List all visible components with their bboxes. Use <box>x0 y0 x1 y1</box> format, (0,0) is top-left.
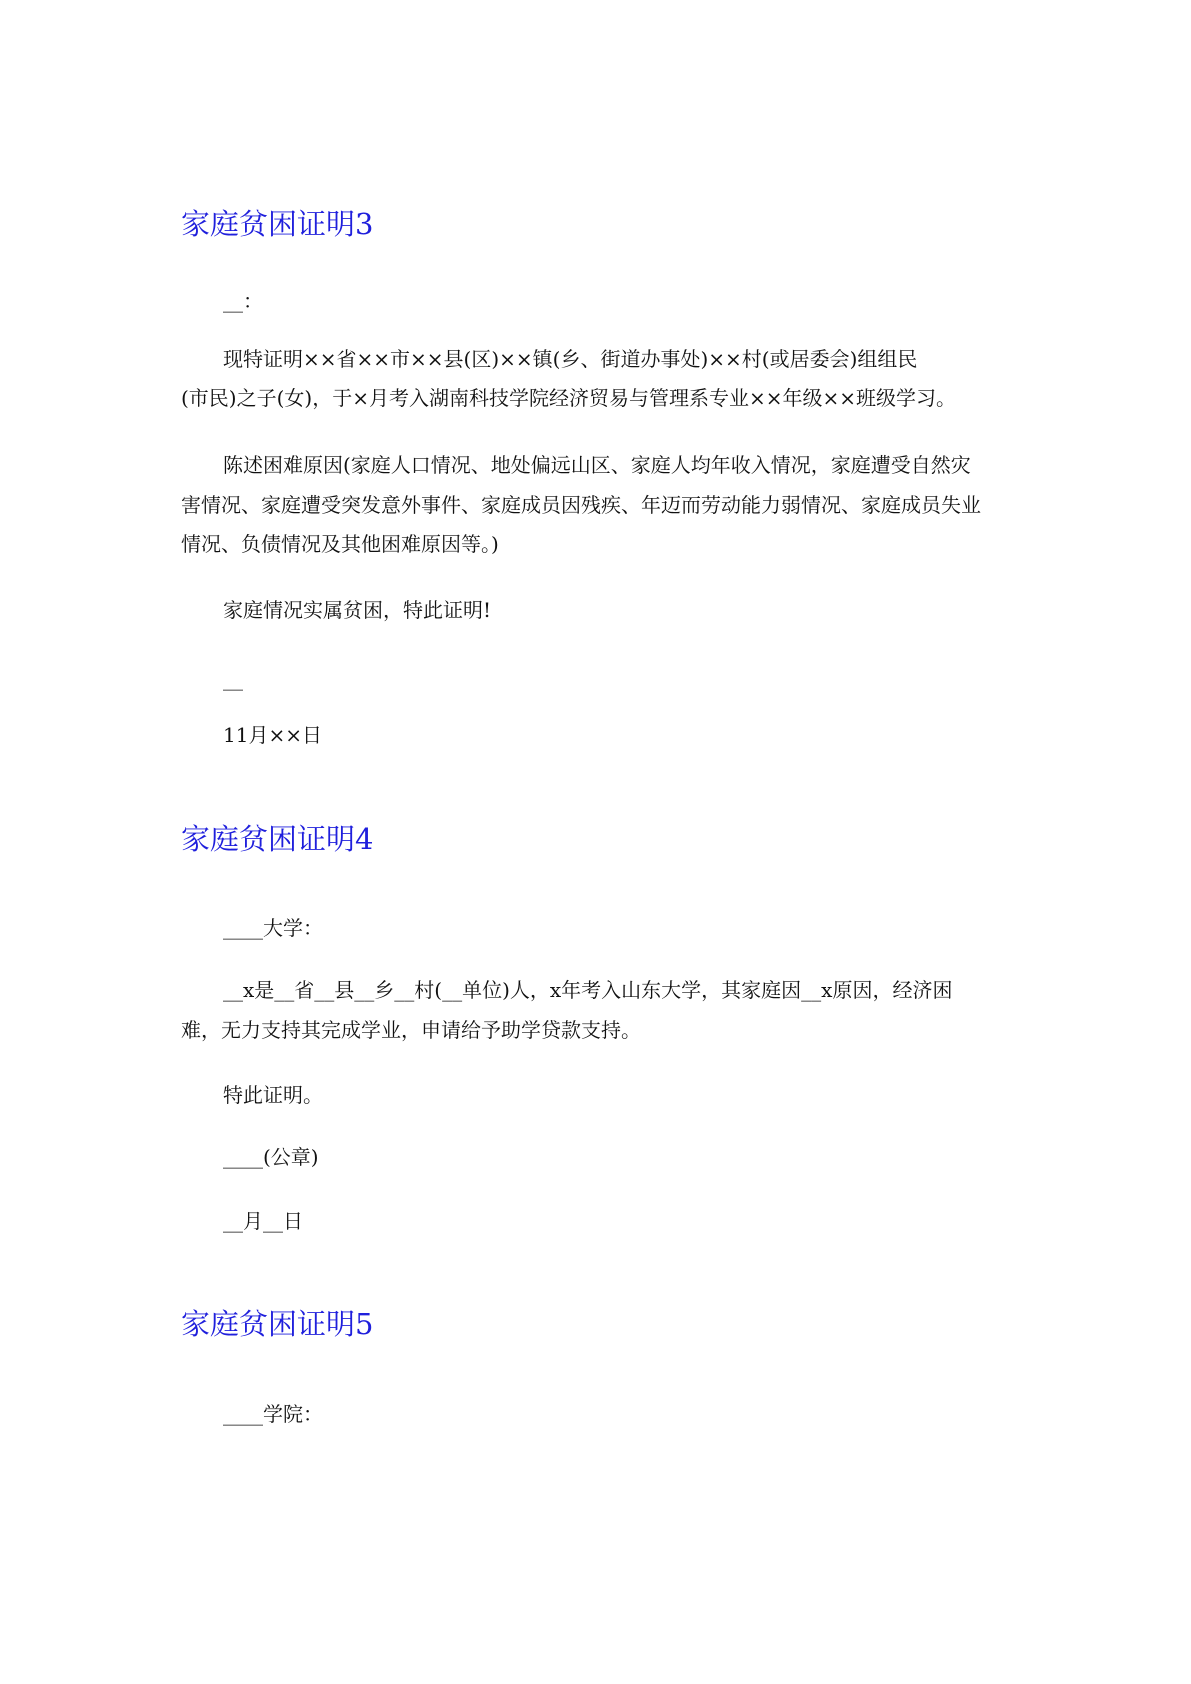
body-paragraph-line: 现特证明××省××市××县(区)××镇(乡、街道办事处)××村(或居委会)组组民 <box>223 347 918 371</box>
closing-statement: 家庭情况实属贫困，特此证明! <box>223 598 492 622</box>
seal-line: ____(公章) <box>223 1145 319 1169</box>
body-paragraph-line: 难，无力支持其完成学业，申请给予助学贷款支持。 <box>181 1018 641 1042</box>
body-paragraph-line: __x是__省__县__乡__村(__单位)人，x年考入山东大学，其家庭因__x原因，经济困 <box>223 978 953 1002</box>
date-line: __月__日 <box>223 1209 303 1233</box>
section-heading: 家庭贫困证明5 <box>181 1307 374 1341</box>
section-heading: 家庭贫困证明4 <box>181 822 374 856</box>
section-heading: 家庭贫困证明3 <box>181 207 374 241</box>
closing-statement: 特此证明。 <box>223 1083 323 1107</box>
salutation-line: ____大学： <box>223 916 323 940</box>
body-paragraph-line: 害情况、家庭遭受突发意外事件、家庭成员因残疾、年迈而劳动能力弱情况、家庭成员失业 <box>181 493 981 517</box>
body-paragraph-line: 情况、负债情况及其他困难原因等。) <box>181 532 499 556</box>
body-paragraph-line: (市民)之子(女)，于×月考入湖南科技学院经济贸易与管理系专业××年级××班级学习。 <box>181 386 956 410</box>
date-line: 11月××日 <box>223 723 322 747</box>
salutation-line: __： <box>223 289 263 313</box>
body-paragraph-line: 陈述困难原因(家庭人口情况、地处偏远山区、家庭人均年收入情况，家庭遭受自然灾 <box>223 453 971 477</box>
salutation-line: ____学院： <box>223 1402 323 1426</box>
signature-blank: __ <box>223 667 243 691</box>
